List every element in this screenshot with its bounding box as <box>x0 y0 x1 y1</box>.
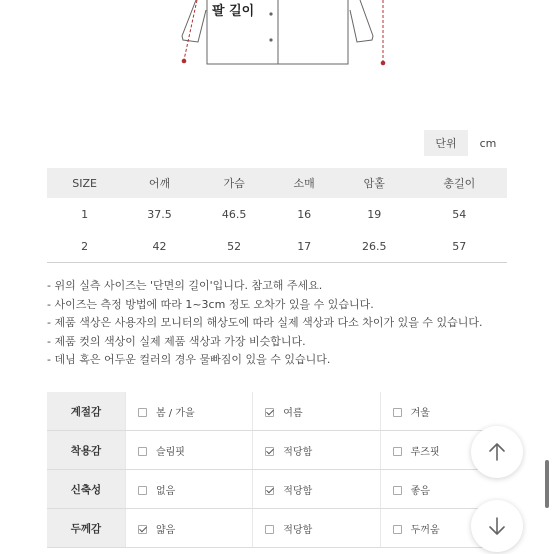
checkbox-checked <box>138 525 147 534</box>
feature-table <box>47 392 507 548</box>
table-cell: 42 <box>122 230 197 263</box>
checkbox <box>138 447 147 456</box>
feature-option <box>253 392 380 431</box>
checkbox <box>138 486 147 495</box>
checkbox-checked <box>265 408 274 417</box>
header-armhole: 암홀 <box>337 168 412 198</box>
feature-option <box>125 392 252 431</box>
table-cell: 2 <box>47 230 122 263</box>
checkbox <box>393 447 402 456</box>
feature-label: 착용감 <box>47 431 125 470</box>
table-cell: 52 <box>197 230 272 263</box>
note-item: - 제품 색상은 사용자의 모니터의 해상도에 따라 실제 색상과 다소 차이가 있을 수 있습니다. <box>47 316 483 329</box>
feature-option <box>253 431 380 470</box>
option-label: 없음 <box>155 485 176 497</box>
option-label: 얇음 <box>155 524 176 536</box>
option-label: 봄 / 가을 <box>155 407 195 419</box>
feature-label: 두께감 <box>47 509 125 548</box>
unit-value: cm <box>479 136 497 150</box>
feature-option <box>125 509 252 548</box>
option-label: 좋음 <box>410 485 430 497</box>
table-cell: 1 <box>81 207 89 221</box>
checkbox <box>138 408 147 417</box>
table-cell: 19 <box>367 207 382 221</box>
table-cell: 54 <box>452 207 467 221</box>
option-label: 슬림핏 <box>155 446 185 458</box>
checkbox <box>393 408 402 417</box>
header-sleeve: 소매 <box>271 168 337 198</box>
feature-row-season <box>47 392 507 431</box>
checkbox <box>393 486 402 495</box>
option-label: 적당함 <box>283 524 313 536</box>
checkbox-checked <box>265 447 274 456</box>
table-cell: 37.5 <box>147 207 172 221</box>
scroll-to-top-button[interactable] <box>471 426 523 478</box>
header-chest: 가슴 <box>197 168 272 198</box>
scrollbar-thumb[interactable] <box>545 460 549 508</box>
table-cell: 57 <box>412 230 507 263</box>
sleeve-length-label: 팔 길이 <box>212 4 255 19</box>
table-cell: 26.5 <box>337 230 412 263</box>
feature-option <box>125 431 252 470</box>
checkbox-checked <box>265 486 274 495</box>
feature-option <box>380 392 507 431</box>
header-shoulder: 어깨 <box>122 168 197 198</box>
feature-option <box>125 470 252 509</box>
header-total-length: 총길이 <box>412 168 507 198</box>
option-label: 두꺼움 <box>410 524 440 536</box>
table-cell: 17 <box>271 230 337 263</box>
note-item: - 제품 컷의 색상이 실제 제품 색상과 가장 비슷합니다. <box>47 334 306 348</box>
option-label: 겨울 <box>410 407 430 419</box>
checkbox <box>393 525 402 534</box>
checkbox <box>265 525 274 534</box>
table-cell: 46.5 <box>221 207 247 221</box>
size-notes <box>47 277 482 370</box>
unit-label: 단위 <box>424 130 468 156</box>
table-row <box>47 230 507 263</box>
arrow-down-icon <box>486 515 508 537</box>
feature-row-fit <box>47 431 507 470</box>
feature-option <box>253 509 380 548</box>
scroll-to-bottom-button[interactable] <box>471 500 523 552</box>
feature-option <box>253 470 380 509</box>
option-label: 여름 <box>283 407 303 419</box>
feature-row-stretch <box>47 470 507 509</box>
arrow-up-icon <box>486 441 508 463</box>
feature-label: 신축성 <box>47 470 125 509</box>
note-item: - 데님 혹은 어두운 컬러의 경우 물빠짐이 있을 수 있습니다. <box>47 353 331 366</box>
option-label: 루즈핏 <box>410 446 440 458</box>
size-table-header <box>47 168 507 198</box>
option-label: 적당함 <box>283 446 313 458</box>
garment-diagram <box>0 0 554 80</box>
size-table <box>47 168 507 263</box>
note-item: - 사이즈는 측정 방법에 따라 1~3cm 정도 오차가 있을 수 있습니다. <box>47 297 374 311</box>
note-item: - 위의 실측 사이즈는 '단면의 길이'입니다. 참고해 주세요. <box>47 279 323 292</box>
feature-row-thickness <box>47 509 507 548</box>
feature-label: 계절감 <box>47 392 125 431</box>
option-label: 적당함 <box>283 485 313 497</box>
table-cell: 16 <box>297 207 312 221</box>
table-row <box>47 198 507 230</box>
header-size: SIZE <box>47 168 122 198</box>
